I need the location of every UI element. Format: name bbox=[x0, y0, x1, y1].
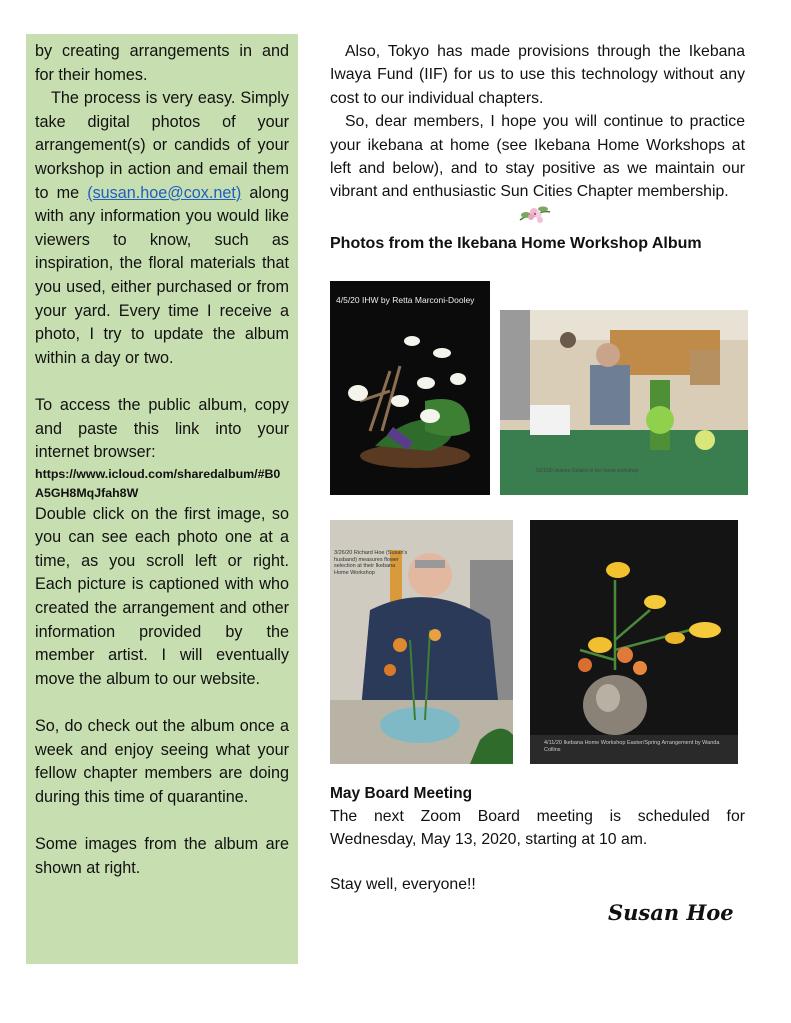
photo-caption: 4/5/20 IHW by Retta Marconi-Dooley bbox=[336, 295, 475, 305]
sidebar-paragraph-5: So, do check out the album once a week and enjoy seeing what your fellow chapter members are doing during this time of quarantine. bbox=[35, 717, 289, 806]
easter-arrangement-image bbox=[530, 520, 738, 764]
sidebar-paragraph-3: To access the public album, copy and paste this link into your internet browser: bbox=[35, 395, 289, 462]
photos-heading: Photos from the Ikebana Home Workshop Album bbox=[330, 235, 702, 252]
right-paragraph-1: Also, Tokyo has made provisions through the Ikebana Iwaya Fund (IIF) for us to use this technology without any cost to our individual chapters. bbox=[330, 43, 745, 107]
sidebar-column bbox=[26, 34, 298, 964]
process-text: The process is very easy. Simply take digital photos of your arrangement(s) or candids of your workshop in action and email them to me bbox=[35, 89, 289, 202]
signature: Susan Hoe bbox=[608, 900, 734, 925]
may-board-meeting-heading: May Board Meeting bbox=[330, 785, 473, 802]
sidebar-paragraph-4: Double click on the first image, so you can see each photo one at a time, as you scroll left or right. Each picture is captioned with who created the arrangement and other information provided by the member artist. I will eventually move the album to our website. bbox=[35, 504, 289, 688]
process-text-continued: along with any information you would like viewers to know, such as inspiration, the floral materials that you used, either purchased or from your yard. Every time I receive a photo, I try to update the album within a day or two. bbox=[35, 183, 290, 367]
photo-caption: 4/11/20 Ikebana Home Workshop Easter/Spring Arrangement by Wanda Collins bbox=[544, 740, 720, 753]
sidebar-paragraph-6: Some images from the album are shown at right. bbox=[35, 835, 289, 877]
album-url[interactable]: https://www.icloud.com/sharedalbum/#B0A5GH8MqJfah8W bbox=[35, 466, 281, 500]
photo-jeanne-workshop[interactable] bbox=[500, 310, 748, 495]
photo-caption: 3/26/20 Richard Hoe (Susan's husband) measures flower selection at their Ikebana Home Workshop bbox=[334, 550, 408, 576]
flower-ornament-icon bbox=[516, 200, 554, 228]
photo-wanda-arrangement[interactable] bbox=[530, 520, 738, 764]
photo-caption: 5/21/20 Jeanne Gelaire in her home workshop bbox=[536, 468, 639, 474]
photo-retta-arrangement[interactable] bbox=[330, 281, 490, 495]
right-paragraph-2: So, dear members, I hope you will continue to practice your ikebana at home (see Ikebana Home Workshops at left and below), and to stay positive as we maintain our vibrant and enthusiastic Sun Cities Chapter membership. bbox=[330, 113, 745, 201]
may-board-meeting-text: The next Zoom Board meeting is scheduled for Wednesday, May 13, 2020, starting at 10 am. bbox=[330, 808, 745, 848]
closing-text: Stay well, everyone!! bbox=[330, 876, 476, 893]
sidebar-paragraph-2 bbox=[35, 87, 289, 370]
sidebar-paragraph-1: by creating arrangements in and for their homes. bbox=[35, 42, 289, 84]
email-link[interactable]: (susan.hoe@cox.net) bbox=[87, 183, 242, 202]
calla-lily-arrangement-image bbox=[330, 281, 490, 495]
right-column-intro bbox=[330, 40, 745, 204]
photo-richard-workshop[interactable] bbox=[330, 520, 513, 764]
